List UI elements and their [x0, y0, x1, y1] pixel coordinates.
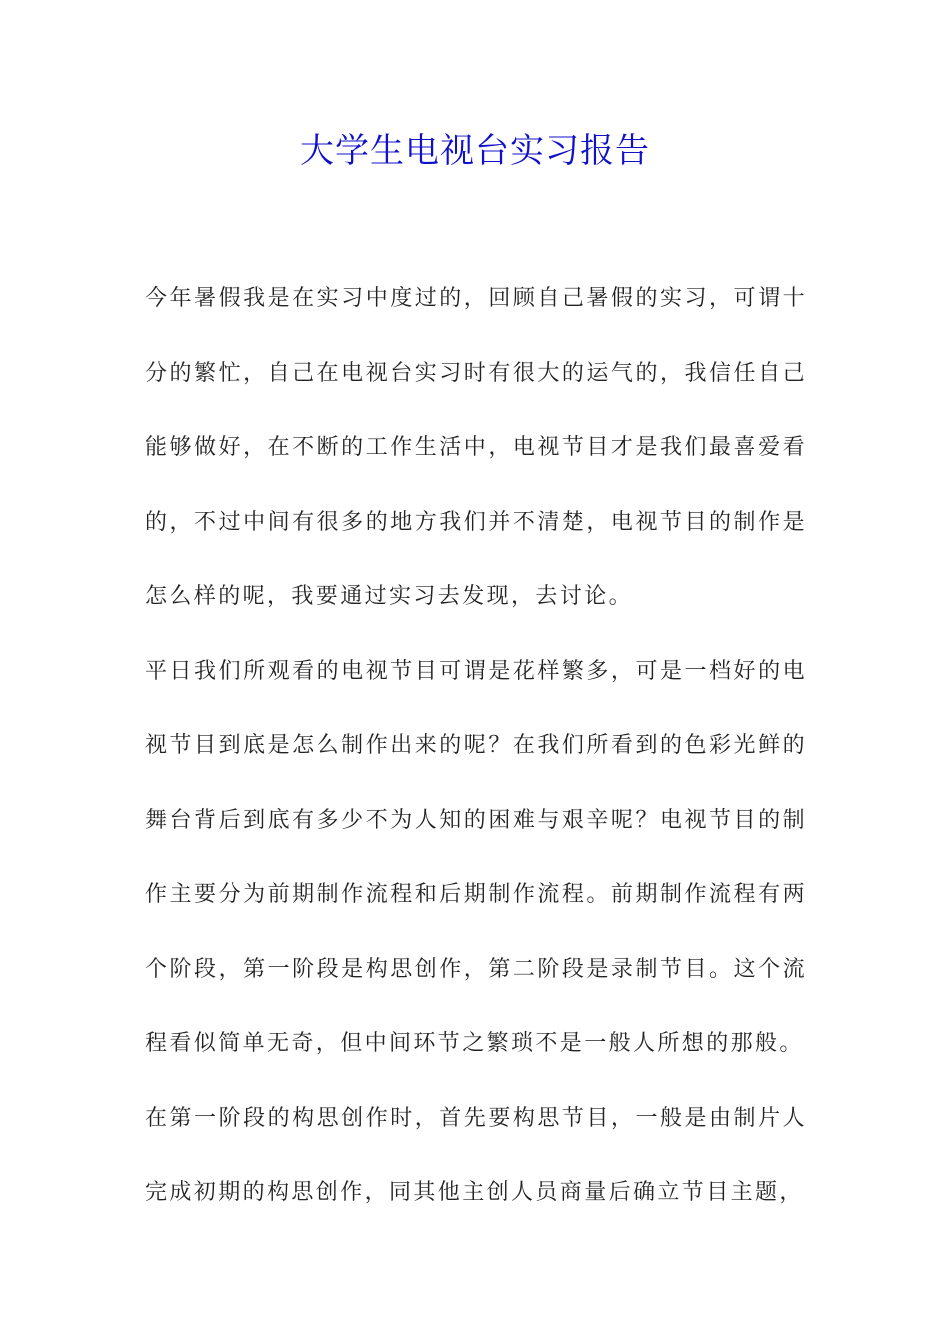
document-title: 大学生电视台实习报告 — [300, 131, 650, 171]
paragraph-2: 平日我们所观看的电视节目可谓是花样繁多，可是一档好的电视节目到底是怎么制作出来的呢？在我们所看到的色彩光鲜的舞台背后到底有多少不为人知的困难与艰辛呢？电视节目的制作主要分为前期制作流程和后期制作流程。前期制作流程有两个阶段，第一阶段是构思创作，第二阶段是录制节目。这个流程看似简单无奇，但中间环节之繁琐不是一般人所想的那般。 — [145, 658, 807, 1056]
paragraph-1: 今年暑假我是在实习中度过的，回顾自己暑假的实习，可谓十分的繁忙，自己在电视台实习时有很大的运气的，我信任自己能够做好，在不断的工作生活中，电视节目才是我们最喜爱看的，不过中间有很多的地方我们并不清楚，电视节目的制作是怎么样的呢，我要通过实习去发现，去讨论。 — [145, 286, 807, 609]
document-body — [145, 262, 807, 1231]
paragraph-3: 在第一阶段的构思创作时，首先要构思节目，一般是由制片人完成初期的构思创作，同其他主创人员商量后确立节目主题， — [145, 1105, 807, 1205]
